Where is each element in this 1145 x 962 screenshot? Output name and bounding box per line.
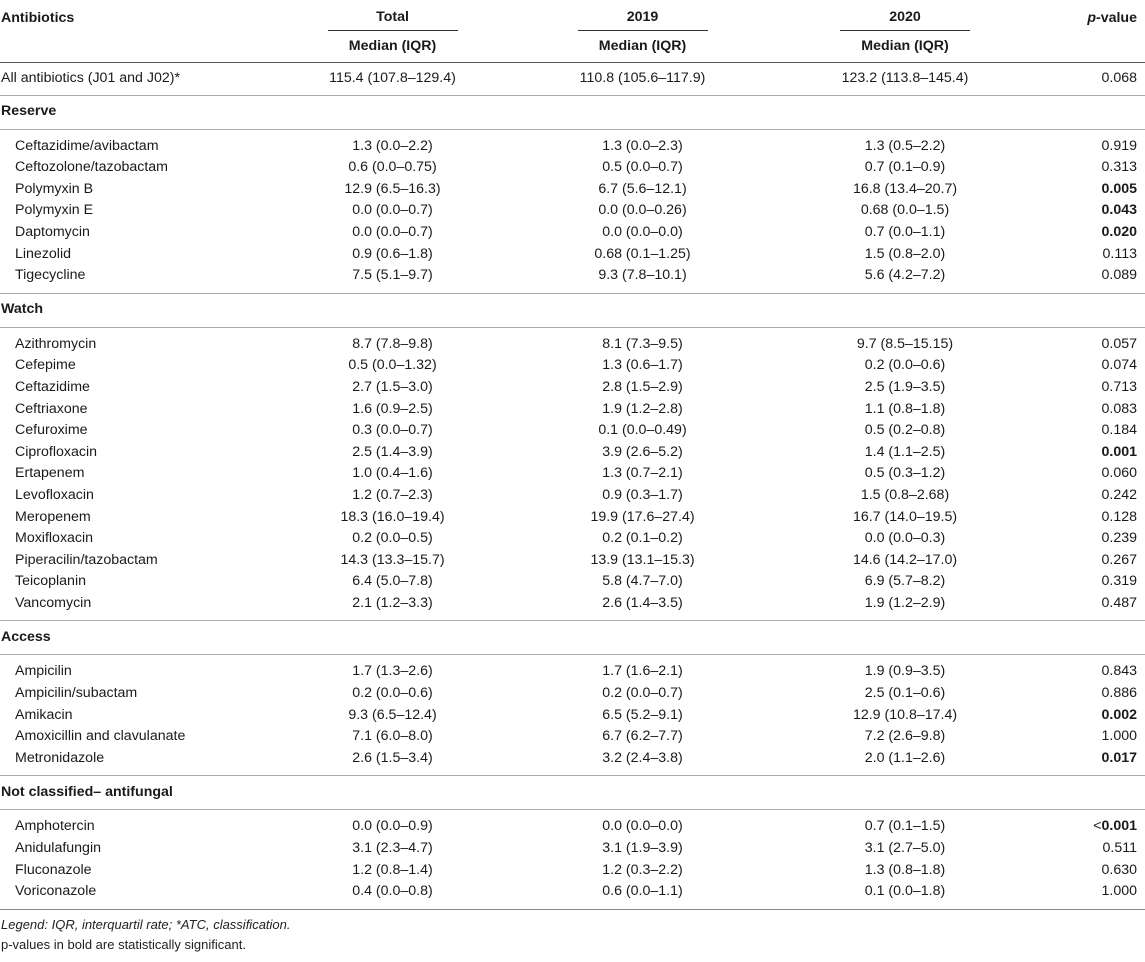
row-name: Polymyxin B xyxy=(15,180,94,197)
row-total: 3.1 (2.3–4.7) xyxy=(352,840,433,857)
row-name: Moxifloxacin xyxy=(15,530,94,547)
row-2019: 9.3 (7.8–10.1) xyxy=(598,267,687,284)
row-name: Fluconazole xyxy=(15,861,92,878)
row-name: Voriconazole xyxy=(15,883,97,900)
table-row xyxy=(0,485,1145,507)
p-value-number: 0.002 xyxy=(1101,706,1137,723)
row-p-value xyxy=(1025,334,1145,356)
row-p-value xyxy=(1025,136,1145,158)
row-p-value xyxy=(1025,571,1145,593)
row-2019: 2.8 (1.5–2.9) xyxy=(602,378,683,395)
p-value-number: 0.128 xyxy=(1101,508,1137,525)
table-row xyxy=(0,661,1145,683)
row-p-value xyxy=(1025,661,1145,683)
row-total: 0.0 (0.0–0.9) xyxy=(352,818,433,835)
table-row xyxy=(0,507,1145,529)
table-row xyxy=(0,571,1145,593)
row-name: Tigecycline xyxy=(15,267,86,284)
p-value-number: 0.001 xyxy=(1101,443,1137,460)
row-2019: 13.9 (13.1–15.3) xyxy=(590,551,695,568)
row-2019: 6.7 (6.2–7.7) xyxy=(602,728,683,745)
row-2019: 0.6 (0.0–1.1) xyxy=(602,883,683,900)
row-total: 0.9 (0.6–1.8) xyxy=(352,245,433,262)
row-p-value xyxy=(1025,222,1145,244)
table-row xyxy=(0,726,1145,748)
subheader-row xyxy=(0,32,1145,63)
row-2020: 1.5 (0.8–2.0) xyxy=(864,245,946,262)
section-header-row xyxy=(0,293,1145,327)
row-name: Linezolid xyxy=(15,245,72,262)
row-2019: 1.2 (0.3–2.2) xyxy=(602,861,683,878)
p-value-number: 0.267 xyxy=(1101,551,1137,568)
table-row xyxy=(0,593,1145,615)
table-row xyxy=(0,265,1145,287)
row-2020: 2.5 (0.1–0.6) xyxy=(864,685,946,702)
table-row xyxy=(0,881,1145,903)
section-header-row xyxy=(0,621,1145,655)
row-2020: 7.2 (2.6–9.8) xyxy=(864,728,946,745)
row-total: 0.2 (0.0–0.6) xyxy=(352,685,433,702)
section-title: Not classified– antifungal xyxy=(0,776,1145,810)
row-name: Amphotercin xyxy=(15,818,95,835)
row-name: Meropenem xyxy=(15,508,91,525)
row-2020: 5.6 (4.2–7.2) xyxy=(864,267,946,284)
row-2019: 1.9 (1.2–2.8) xyxy=(602,400,683,417)
p-value-number: 0.005 xyxy=(1101,180,1137,197)
row-total: 0.6 (0.0–0.75) xyxy=(348,159,437,176)
row-total: 2.7 (1.5–3.0) xyxy=(352,378,433,395)
row-2020: 1.3 (0.8–1.8) xyxy=(864,861,946,878)
row-p-value xyxy=(1025,399,1145,421)
row-p-value xyxy=(1025,838,1145,860)
row-2020: 1.3 (0.5–2.2) xyxy=(864,137,946,154)
section-header-row xyxy=(0,95,1145,129)
table-row xyxy=(0,420,1145,442)
row-total: 2.5 (1.4–3.9) xyxy=(352,443,433,460)
section-title: Access xyxy=(0,621,1145,655)
row-name: Ceftriaxone xyxy=(15,400,88,417)
p-value-number: 0.020 xyxy=(1101,223,1137,240)
row-p-value xyxy=(1025,550,1145,572)
table-row xyxy=(0,860,1145,882)
row-name: Amoxicillin and clavulanate xyxy=(15,728,186,745)
table-row xyxy=(0,528,1145,550)
row-name: Polymyxin E xyxy=(15,202,94,219)
row-2020: 1.9 (0.9–3.5) xyxy=(864,663,946,680)
row-name: Vancomycin xyxy=(15,594,92,611)
row-total: 2.6 (1.5–3.4) xyxy=(352,749,433,766)
row-total: 0.0 (0.0–0.7) xyxy=(352,202,433,219)
row-total: 2.1 (1.2–3.3) xyxy=(352,594,433,611)
table-row xyxy=(0,355,1145,377)
col-header-total xyxy=(285,6,500,32)
row-p-value xyxy=(1025,705,1145,727)
row-total: 0.0 (0.0–0.7) xyxy=(352,223,433,240)
row-p-value xyxy=(1025,463,1145,485)
row-name: Ciprofloxacin xyxy=(15,443,98,460)
p-value-number: 0.001 xyxy=(1101,818,1137,835)
row-2019: 19.9 (17.6–27.4) xyxy=(590,508,695,525)
row-total: 7.5 (5.1–9.7) xyxy=(352,267,433,284)
row-2019: 1.3 (0.6–1.7) xyxy=(602,357,683,374)
row-name: Azithromycin xyxy=(15,335,97,352)
table-row xyxy=(0,244,1145,266)
row-total: 1.6 (0.9–2.5) xyxy=(352,400,433,417)
row-name: Ceftozolone/tazobactam xyxy=(15,159,169,176)
row-name: Amikacin xyxy=(15,706,73,723)
row-p-value xyxy=(1025,726,1145,748)
row-2020: 0.68 (0.0–1.5) xyxy=(860,202,950,219)
row-total: 14.3 (13.3–15.7) xyxy=(340,551,445,568)
row-2020: 2.5 (1.9–3.5) xyxy=(864,378,946,395)
p-value-number: 0.886 xyxy=(1101,685,1137,702)
row-2019: 0.0 (0.0–0.0) xyxy=(602,223,683,240)
spacer-cell xyxy=(0,903,1145,910)
p-value-number: 0.487 xyxy=(1101,594,1137,611)
row-2019: 1.3 (0.7–2.1) xyxy=(602,465,683,482)
significance-note: p-values in bold are statistically significant. xyxy=(1,936,246,952)
col-header-p-value xyxy=(1025,6,1145,32)
p-value-number: 0.017 xyxy=(1101,749,1137,766)
row-name: All antibiotics (J01 and J02)* xyxy=(1,70,181,86)
row-total: 1.0 (0.4–1.6) xyxy=(352,465,433,482)
row-2020: 0.7 (0.1–0.9) xyxy=(864,159,946,176)
row-total: 115.4 (107.8–129.4) xyxy=(329,70,456,86)
col-header-2019-label: 2019 xyxy=(578,7,708,32)
table-row-all-antibiotics xyxy=(0,63,1145,96)
row-2020: 12.9 (10.8–17.4) xyxy=(852,706,958,723)
p-value-number: 1.000 xyxy=(1101,883,1137,900)
table-row xyxy=(0,377,1145,399)
row-p-value xyxy=(1025,355,1145,377)
table-row xyxy=(0,442,1145,464)
row-2020: 16.8 (13.4–20.7) xyxy=(852,180,958,197)
table-row xyxy=(0,136,1145,158)
table-body xyxy=(0,63,1145,910)
subheader-total-median: Median (IQR) xyxy=(285,32,500,63)
p-value-number: 0.319 xyxy=(1101,573,1137,590)
row-2020: 6.9 (5.7–8.2) xyxy=(864,573,946,590)
p-value-number: 0.242 xyxy=(1101,486,1137,503)
table-row xyxy=(0,550,1145,572)
row-p-value xyxy=(1025,816,1145,838)
col-header-2019 xyxy=(500,6,785,32)
p-value-number: 0.630 xyxy=(1101,861,1137,878)
row-2019: 3.2 (2.4–3.8) xyxy=(602,749,683,766)
row-2020: 2.0 (1.1–2.6) xyxy=(864,749,946,766)
table-row xyxy=(0,816,1145,838)
row-total: 1.2 (0.8–1.4) xyxy=(352,861,433,878)
row-2019: 0.2 (0.1–0.2) xyxy=(602,530,683,547)
row-p-value xyxy=(1025,683,1145,705)
table-notes xyxy=(0,910,1145,955)
row-total: 1.3 (0.0–2.2) xyxy=(352,137,433,154)
row-name: Ceftazidime xyxy=(15,378,90,395)
row-2019: 1.7 (1.6–2.1) xyxy=(602,663,683,680)
col-header-p-rest: -value xyxy=(1095,10,1137,27)
row-2019: 110.8 (105.6–117.9) xyxy=(579,70,706,86)
row-p-value xyxy=(1025,265,1145,287)
legend-note: Legend: IQR, interquartil rate; *ATC, classification. xyxy=(1,916,291,932)
row-p-value xyxy=(1025,377,1145,399)
row-2019: 6.5 (5.2–9.1) xyxy=(602,706,683,723)
row-2020: 0.7 (0.1–1.5) xyxy=(864,818,946,835)
table-row xyxy=(0,463,1145,485)
p-value-number: 0.089 xyxy=(1101,267,1137,284)
subheader-2019-median: Median (IQR) xyxy=(500,32,785,63)
p-value-number: 0.074 xyxy=(1101,357,1137,374)
row-2020: 0.2 (0.0–0.6) xyxy=(864,357,946,374)
row-2019: 0.9 (0.3–1.7) xyxy=(602,486,683,503)
table-row xyxy=(0,683,1145,705)
row-name: Piperacilin/tazobactam xyxy=(15,551,158,568)
row-total: 18.3 (16.0–19.4) xyxy=(340,508,445,525)
row-2020: 1.4 (1.1–2.5) xyxy=(864,443,946,460)
row-p-value xyxy=(1025,593,1145,615)
col-header-total-label: Total xyxy=(328,7,458,32)
row-total: 6.4 (5.0–7.8) xyxy=(352,573,433,590)
p-value-number: 0.083 xyxy=(1101,400,1137,417)
col-header-2020 xyxy=(785,6,1025,32)
subheader-p-empty xyxy=(1025,32,1145,63)
row-2019: 0.1 (0.0–0.49) xyxy=(598,422,687,439)
row-p-value xyxy=(1025,860,1145,882)
row-2019: 3.1 (1.9–3.9) xyxy=(602,840,683,857)
row-2020: 9.7 (8.5–15.15) xyxy=(856,335,954,352)
row-p-value xyxy=(1025,157,1145,179)
col-header-p-italic: p xyxy=(1087,10,1096,27)
table-row xyxy=(0,748,1145,770)
row-total: 8.7 (7.8–9.8) xyxy=(352,335,433,352)
row-2020: 14.6 (14.2–17.0) xyxy=(852,551,958,568)
row-total: 0.3 (0.0–0.7) xyxy=(352,422,433,439)
p-value-number: 0.043 xyxy=(1101,202,1137,219)
section-title: Reserve xyxy=(0,95,1145,129)
row-2020: 16.7 (14.0–19.5) xyxy=(852,508,958,525)
row-p-value xyxy=(1025,485,1145,507)
row-name: Teicoplanin xyxy=(15,573,86,590)
table-row xyxy=(0,838,1145,860)
table-header xyxy=(0,6,1145,63)
row-name: Ceftazidime/avibactam xyxy=(15,137,159,154)
row-name: Ampicilin xyxy=(15,663,72,680)
row-p-value xyxy=(1025,200,1145,222)
row-2020: 0.0 (0.0–0.3) xyxy=(864,530,946,547)
section-header-row xyxy=(0,776,1145,810)
table-row xyxy=(0,399,1145,421)
row-p-value xyxy=(1025,179,1145,201)
subheader-2020-median: Median (IQR) xyxy=(785,32,1025,63)
row-2019: 6.7 (5.6–12.1) xyxy=(598,180,687,197)
row-p-value: 0.068 xyxy=(1101,70,1137,86)
row-name: Levofloxacin xyxy=(15,486,94,503)
table-row xyxy=(0,200,1145,222)
header-row xyxy=(0,6,1145,32)
row-2019: 1.3 (0.0–2.3) xyxy=(602,137,683,154)
p-value-number: 0.057 xyxy=(1101,335,1137,352)
row-name: Metronidazole xyxy=(15,749,105,766)
section-title: Watch xyxy=(0,293,1145,327)
row-p-value xyxy=(1025,881,1145,903)
p-value-number: 0.184 xyxy=(1101,422,1137,439)
col-header-antibiotics: Antibiotics xyxy=(1,10,75,27)
row-p-value xyxy=(1025,748,1145,770)
row-p-value xyxy=(1025,528,1145,550)
row-total: 0.2 (0.0–0.5) xyxy=(352,530,433,547)
row-2019: 0.2 (0.0–0.7) xyxy=(602,685,683,702)
row-2019: 0.0 (0.0–0.26) xyxy=(598,202,687,219)
row-total: 1.7 (1.3–2.6) xyxy=(352,663,433,680)
p-value-number: 0.713 xyxy=(1101,378,1137,395)
p-value-number: 0.843 xyxy=(1101,663,1137,680)
row-2020: 0.1 (0.0–1.8) xyxy=(864,883,946,900)
row-p-value xyxy=(1025,244,1145,266)
row-name: Daptomycin xyxy=(15,223,90,240)
row-p-value xyxy=(1025,507,1145,529)
row-2020: 0.5 (0.3–1.2) xyxy=(864,465,946,482)
row-name: Cefuroxime xyxy=(15,422,88,439)
row-2020: 0.5 (0.2–0.8) xyxy=(864,422,946,439)
row-2020: 1.1 (0.8–1.8) xyxy=(864,400,946,417)
table-row xyxy=(0,179,1145,201)
p-value-number: 1.000 xyxy=(1101,728,1137,745)
table-row xyxy=(0,705,1145,727)
table-row xyxy=(0,157,1145,179)
p-value-number: 0.060 xyxy=(1101,465,1137,482)
p-value-number: 0.511 xyxy=(1102,840,1137,857)
row-2020: 1.5 (0.8–2.68) xyxy=(860,486,950,503)
row-total: 12.9 (6.5–16.3) xyxy=(344,180,441,197)
col-header-2020-label: 2020 xyxy=(840,7,970,32)
p-value-prefix: < xyxy=(1093,818,1102,835)
row-2019: 0.68 (0.1–1.25) xyxy=(594,245,691,262)
p-value-number: 0.313 xyxy=(1101,159,1137,176)
row-2019: 8.1 (7.3–9.5) xyxy=(602,335,683,352)
row-name: Cefepime xyxy=(15,357,76,374)
row-total: 1.2 (0.7–2.3) xyxy=(352,486,433,503)
section-spacer xyxy=(0,903,1145,910)
row-2019: 5.8 (4.7–7.0) xyxy=(602,573,683,590)
row-total: 0.5 (0.0–1.32) xyxy=(348,357,437,374)
row-2020: 1.9 (1.2–2.9) xyxy=(864,594,946,611)
row-2020: 3.1 (2.7–5.0) xyxy=(864,840,946,857)
row-p-value xyxy=(1025,442,1145,464)
row-total: 9.3 (6.5–12.4) xyxy=(348,706,437,723)
row-2019: 0.0 (0.0–0.0) xyxy=(602,818,683,835)
subheader-empty xyxy=(0,32,285,63)
row-name: Ampicilin/subactam xyxy=(15,685,138,702)
p-value-number: 0.113 xyxy=(1102,245,1137,262)
row-2019: 3.9 (2.6–5.2) xyxy=(602,443,683,460)
row-2019: 2.6 (1.4–3.5) xyxy=(602,594,683,611)
row-name: Anidulafungin xyxy=(15,840,101,857)
row-2020: 0.7 (0.0–1.1) xyxy=(864,223,946,240)
p-value-number: 0.239 xyxy=(1101,530,1137,547)
antibiotics-table xyxy=(0,6,1145,910)
row-total: 0.4 (0.0–0.8) xyxy=(352,883,433,900)
p-value-number: 0.919 xyxy=(1101,137,1137,154)
row-name: Ertapenem xyxy=(15,465,85,482)
row-p-value xyxy=(1025,420,1145,442)
row-2019: 0.5 (0.0–0.7) xyxy=(602,159,683,176)
table-row xyxy=(0,222,1145,244)
row-total: 7.1 (6.0–8.0) xyxy=(352,728,433,745)
table-row xyxy=(0,334,1145,356)
row-2020: 123.2 (113.8–145.4) xyxy=(841,70,969,86)
